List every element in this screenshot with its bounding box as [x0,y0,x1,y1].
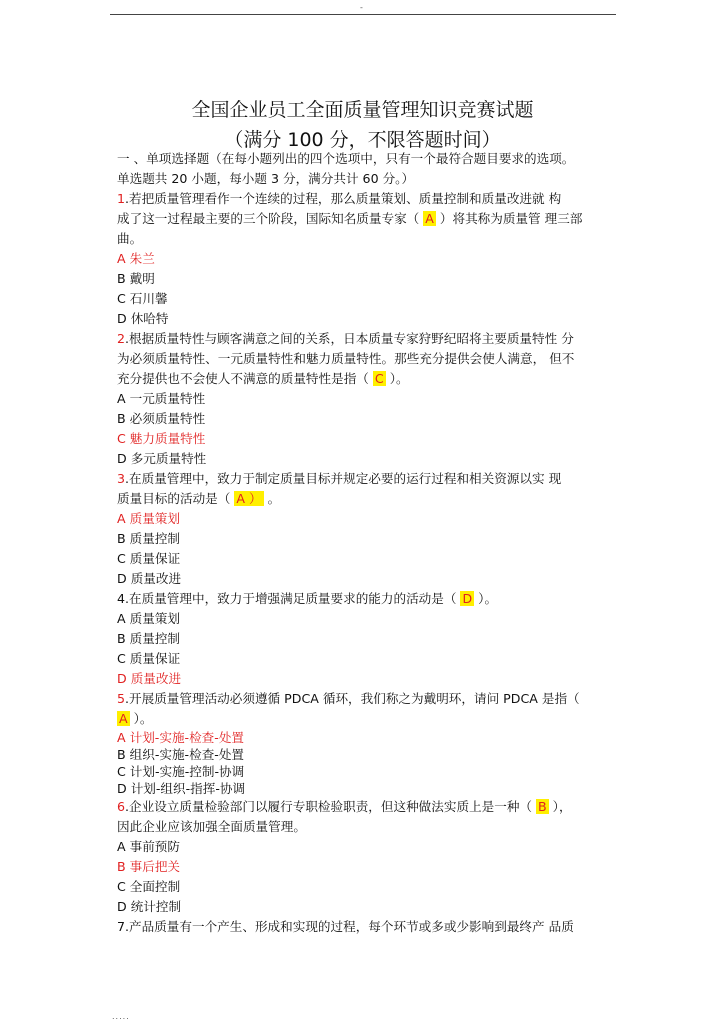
option: B 质量控制 [117,631,181,646]
question-text-line [117,369,609,389]
question-text: ）， [548,799,572,814]
header-rule [110,14,616,15]
answer-highlight: C [374,371,384,386]
question-text: 质量目标的活动是（ [117,491,235,506]
question-text: .在质量管理中，致力于制定质量目标并规定必要的运行过程和相关资源以实 现 [125,471,562,486]
question-block [117,189,609,329]
question-text-line [117,469,609,489]
question-number: 4 [117,591,126,606]
section-heading-line-1: 一 、单项选择题（在每小题列出的四个选项中，只有一个最符合题目要求的选项。 [117,151,575,166]
question-text-line [117,709,609,729]
answer-highlight: B [538,799,547,814]
option: B 必须质量特性 [117,411,206,426]
option: A 质量策划 [117,611,180,626]
question-text-line [117,189,609,209]
question-text: ）。 [129,711,153,726]
question-text: 成了这一过程最主要的三个阶段，国际知名质量专家（ [117,211,424,226]
question-text-line [117,229,609,249]
option: A 事前预防 [117,839,180,854]
question-text: 充分提供也不会使人不满意的质量特性是指（ [117,371,373,386]
option-correct: B 事后把关 [117,859,181,874]
question-text-line [117,917,609,937]
option: A 一元质量特性 [117,391,206,406]
question-block [117,917,609,937]
option: B 戴明 [117,271,155,286]
option: C 计划-实施-控制-协调 [117,764,245,779]
question-text: .若把质量管理看作一个连续的过程，那么质量策划、质量控制和质量改进就 构 [125,191,562,206]
question-text: ）。 [474,591,498,606]
option-correct: A 计划-实施-检查-处置 [117,730,245,745]
question-number: 1 [117,191,126,206]
question-text: .在质量管理中，致力于增强满足质量要求的能力的活动是（ [125,591,461,606]
option: D 质量改进 [117,571,182,586]
option-correct: A 朱兰 [117,251,155,266]
question-block [117,329,609,469]
question-text: .根据质量特性与顾客满意之间的关系，日本质量专家狩野纪昭将主要质量特性 分 [125,331,574,346]
answer-highlight: A ） [236,491,262,506]
option-correct: C 魅力质量特性 [117,431,206,446]
document-body [117,149,609,937]
question-text: 。 [263,491,281,506]
answer-highlight: A [119,711,128,726]
question-list [117,189,609,937]
question-text-line [117,689,609,709]
question-block [117,797,609,917]
question-text: 为必须质量特性、一元质量特性和魅力质量特性。那些充分提供会使人满意， 但不 [117,351,575,366]
question-text-line [117,349,609,369]
option: D 统计控制 [117,899,182,914]
option: C 质量保证 [117,651,181,666]
section-heading-line-2: 单选题共 20 小题，每小题 3 分，满分共计 60 分。） [117,171,415,186]
question-text-line [117,797,609,817]
option-correct: D 质量改进 [117,671,182,686]
answer-highlight: A [425,211,434,226]
page-subtitle: （满分 100 分，不限答题时间） [224,129,501,151]
option: B 组织-实施-检查-处置 [117,747,245,762]
option: B 质量控制 [117,531,181,546]
question-number: 5 [117,691,126,706]
option-correct: A 质量策划 [117,511,180,526]
option: D 计划-组织-指挥-协调 [117,781,246,796]
answer-highlight: D [462,591,473,606]
question-text-line [117,589,609,609]
option: C 石川馨 [117,291,168,306]
question-number: 2 [117,331,126,346]
question-text: .产品质量有一个产生、形成和实现的过程，每个环节或多或少影响到最终产 品质 [125,919,574,934]
question-block [117,589,609,689]
option: C 质量保证 [117,551,181,566]
option: D 休哈特 [117,311,169,326]
question-block [117,689,609,797]
question-number: 3 [117,471,126,486]
question-text: 曲。 [117,231,143,246]
option: D 多元质量特性 [117,451,207,466]
question-text: .企业设立质量检验部门以履行专职检验职责，但这种做法实质上是一种（ [125,799,537,814]
question-text-line [117,209,609,229]
question-text-line [117,817,609,837]
question-text: .开展质量管理活动必须遵循 PDCA 循环，我们称之为戴明环，请问 PDCA 是指（ [125,691,580,706]
question-number: 6 [117,799,126,814]
question-text: 因此企业应该加强全面质量管理。 [117,819,306,834]
page-title: 全国企业员工全面质量管理知识竞赛试题 [191,99,534,121]
question-block [117,469,609,589]
question-text-line [117,489,609,509]
footer-dots: ..... [112,1012,130,1021]
header-dot: - [360,3,363,12]
question-text-line [117,329,609,349]
question-text: ）。 [385,371,409,386]
question-number: 7 [117,919,126,934]
option: C 全面控制 [117,879,181,894]
question-text: ）将其称为质量管 理三部 [435,211,583,226]
